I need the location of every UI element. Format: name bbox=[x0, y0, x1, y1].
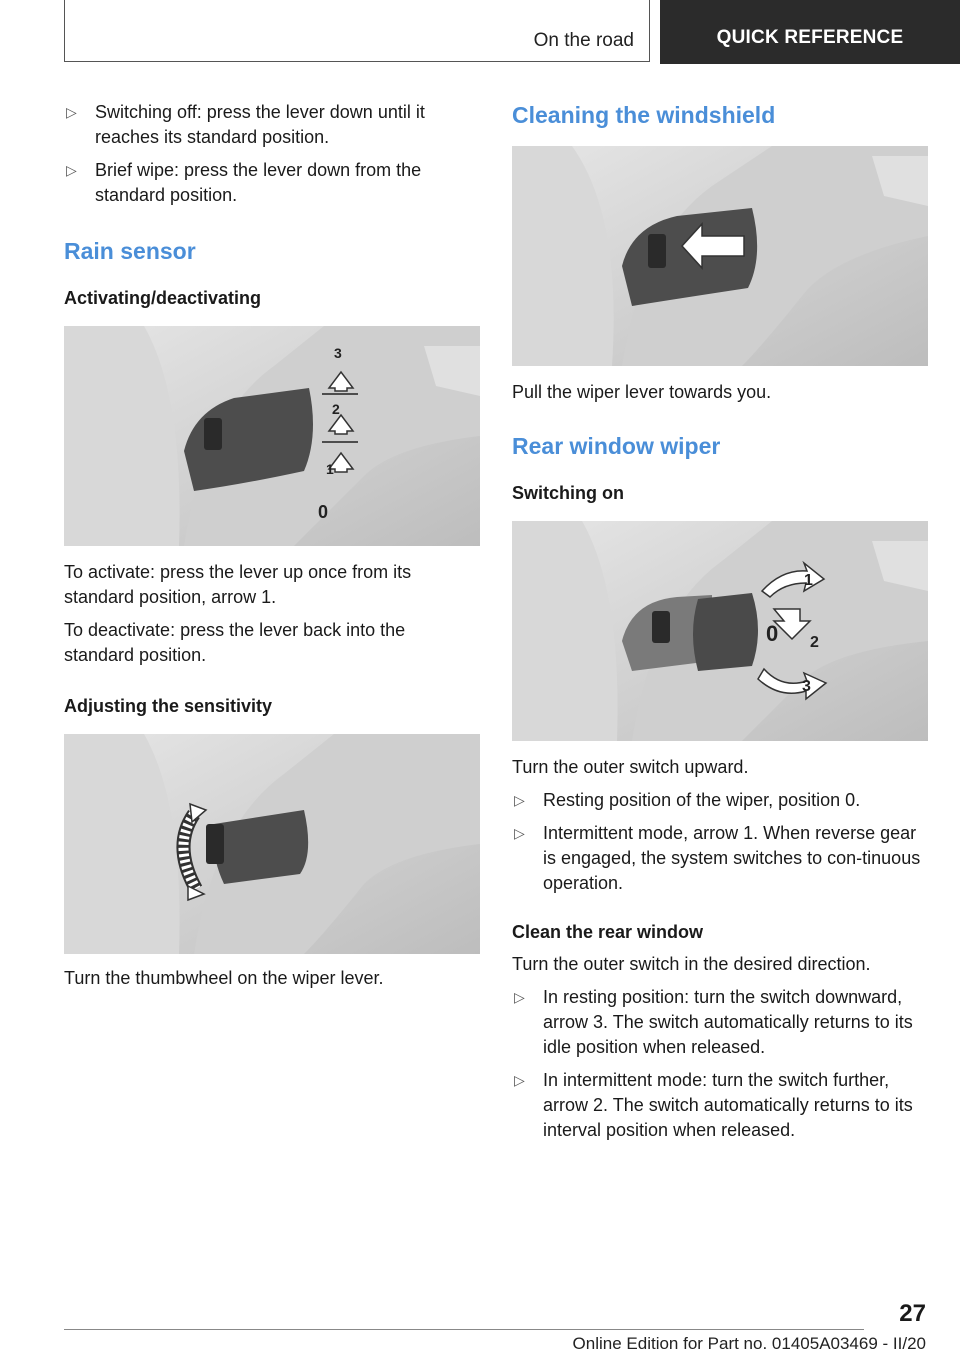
arrow-label: 3 bbox=[802, 678, 811, 695]
edition-footer: Online Edition for Part no. 01405A03469 - II/20 bbox=[572, 1334, 926, 1353]
clean-rear-window-heading: Clean the rear window bbox=[512, 922, 704, 942]
bullet-text: Resting position of the wiper, position 0. bbox=[543, 790, 861, 810]
bullet-item bbox=[64, 100, 480, 150]
rain-sensor-heading: Rain sensor bbox=[64, 238, 196, 264]
bullet-triangle-icon: ▷ bbox=[514, 989, 525, 1005]
deactivate-text: To deactivate: press the lever back into the standard position. bbox=[64, 620, 406, 665]
right-column bbox=[512, 100, 928, 1151]
header-tab-label: QUICK REFERENCE bbox=[716, 27, 904, 48]
switching-on-heading: Switching on bbox=[512, 483, 624, 503]
header-section-title: On the road bbox=[533, 30, 634, 51]
windshield-cleaning-image bbox=[512, 146, 928, 366]
bullet-text: In resting position: turn the switch downward, arrow 3. The switch automatically returns to its idle position when released. bbox=[543, 987, 913, 1057]
cleaning-windshield-heading: Cleaning the windshield bbox=[512, 102, 776, 128]
bullet-text: Brief wipe: press the lever down from the standard position. bbox=[95, 160, 422, 205]
rear-window-wiper-heading: Rear window wiper bbox=[512, 433, 721, 459]
page-number: 27 bbox=[899, 1300, 926, 1327]
footer-divider bbox=[64, 1329, 864, 1330]
rain-sensor-lever-image bbox=[64, 326, 480, 546]
bullet-item bbox=[512, 985, 928, 1060]
position-label: 0 bbox=[318, 502, 329, 522]
arrow-label: 1 bbox=[326, 461, 334, 477]
bullet-item bbox=[512, 788, 928, 813]
rear-wiper-switch-image bbox=[512, 521, 928, 741]
pull-lever-text: Pull the wiper lever towards you. bbox=[512, 382, 772, 402]
bullet-triangle-icon: ▷ bbox=[66, 162, 77, 178]
clean-rear-text: Turn the outer switch in the desired direction. bbox=[512, 954, 871, 974]
bullet-item bbox=[64, 158, 480, 208]
thumbwheel-image bbox=[64, 734, 480, 954]
arrow-label: 3 bbox=[334, 345, 342, 361]
bullet-triangle-icon: ▷ bbox=[514, 825, 525, 841]
bullet-item bbox=[512, 1068, 928, 1143]
bullet-text: Intermittent mode, arrow 1. When reverse gear is engaged, the system switches to con‐tinuous operation. bbox=[543, 823, 921, 893]
arrow-label: 1 bbox=[804, 572, 813, 589]
sensitivity-heading: Adjusting the sensitivity bbox=[64, 696, 273, 716]
bullet-triangle-icon: ▷ bbox=[66, 104, 77, 120]
turn-switch-text: Turn the outer switch upward. bbox=[512, 757, 749, 777]
left-column bbox=[64, 100, 480, 991]
bullet-item bbox=[512, 821, 928, 896]
bullet-text: Switching off: press the lever down until it reaches its standard position. bbox=[95, 102, 425, 147]
bullet-triangle-icon: ▷ bbox=[514, 1072, 525, 1088]
arrow-label: 2 bbox=[810, 634, 819, 651]
header-quick-reference-tab[interactable] bbox=[660, 0, 960, 64]
thumbwheel-text: Turn the thumbwheel on the wiper lever. bbox=[64, 968, 384, 988]
activate-text: To activate: press the lever up once from its standard position, arrow 1. bbox=[64, 562, 412, 607]
arrow-label: 2 bbox=[332, 401, 340, 417]
bullet-text: In intermittent mode: turn the switch further, arrow 2. The switch automatically returns to its interval position when released. bbox=[543, 1070, 913, 1140]
bullet-triangle-icon: ▷ bbox=[514, 792, 525, 808]
activating-heading: Activating/deactivating bbox=[64, 288, 262, 308]
position-label: 0 bbox=[766, 621, 779, 646]
